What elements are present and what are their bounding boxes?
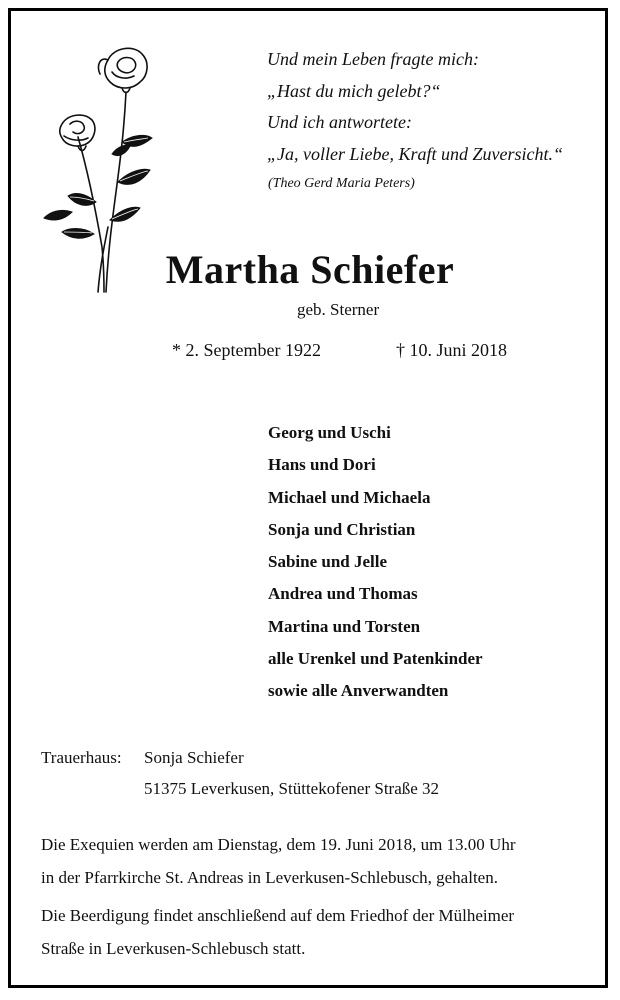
deceased-name: Martha Schiefer (165, 247, 455, 292)
beerdigung-line: Die Beerdigung findet anschließend auf dem Friedhof der Mülheimer (41, 906, 515, 925)
trauerhaus-name: Sonja Schiefer (144, 748, 244, 767)
mourner-entry: Georg und Uschi (268, 423, 391, 442)
mourners-list (268, 417, 483, 708)
beerdigung-line: Straße in Leverkusen-Schlebusch statt. (41, 939, 306, 958)
exequien-line: in der Pfarrkirche St. Andreas in Leverkusen-Schlebusch, gehalten. (41, 868, 498, 887)
poem-line: Und mein Leben fragte mich: (267, 49, 479, 69)
poem-line: „Hast du mich gelebt?“ (267, 80, 441, 101)
mourner-entry: Michael und Michaela (268, 487, 431, 507)
mourner-entry: Sonja und Christian (268, 519, 416, 539)
poem-line: Und ich antwortete: (267, 112, 412, 132)
poem-author: (Theo Gerd Maria Peters) (268, 176, 415, 191)
mourner-entry: alle Urenkel und Patenkinder (268, 649, 483, 669)
mourner-entry: sowie alle Anverwandten (268, 681, 449, 701)
trauerhaus-address: 51375 Leverkusen, Stüttekofener Straße 32 (144, 779, 440, 798)
birth-date: * 2. September 1922 (172, 340, 321, 360)
beerdigung-paragraph (41, 899, 586, 965)
mourner-entry: Andrea und Thomas (268, 584, 418, 604)
poem-line: „Ja, voller Liebe, Kraft und Zuversicht.“ (267, 143, 563, 164)
mourner-entry: Hans und Dori (268, 455, 376, 475)
poem (267, 44, 607, 170)
exequien-paragraph (41, 828, 586, 894)
death-date: † 10. Juni 2018 (396, 340, 508, 360)
birth-name: geb. Sterner (297, 300, 380, 319)
mourner-entry: Sabine und Jelle (268, 552, 388, 572)
trauerhaus-label: Trauerhaus: (41, 748, 122, 767)
mourner-entry: Martina und Torsten (268, 616, 421, 636)
exequien-line: Die Exequien werden am Dienstag, dem 19. Juni 2018, um 13.00 Uhr (41, 835, 516, 854)
